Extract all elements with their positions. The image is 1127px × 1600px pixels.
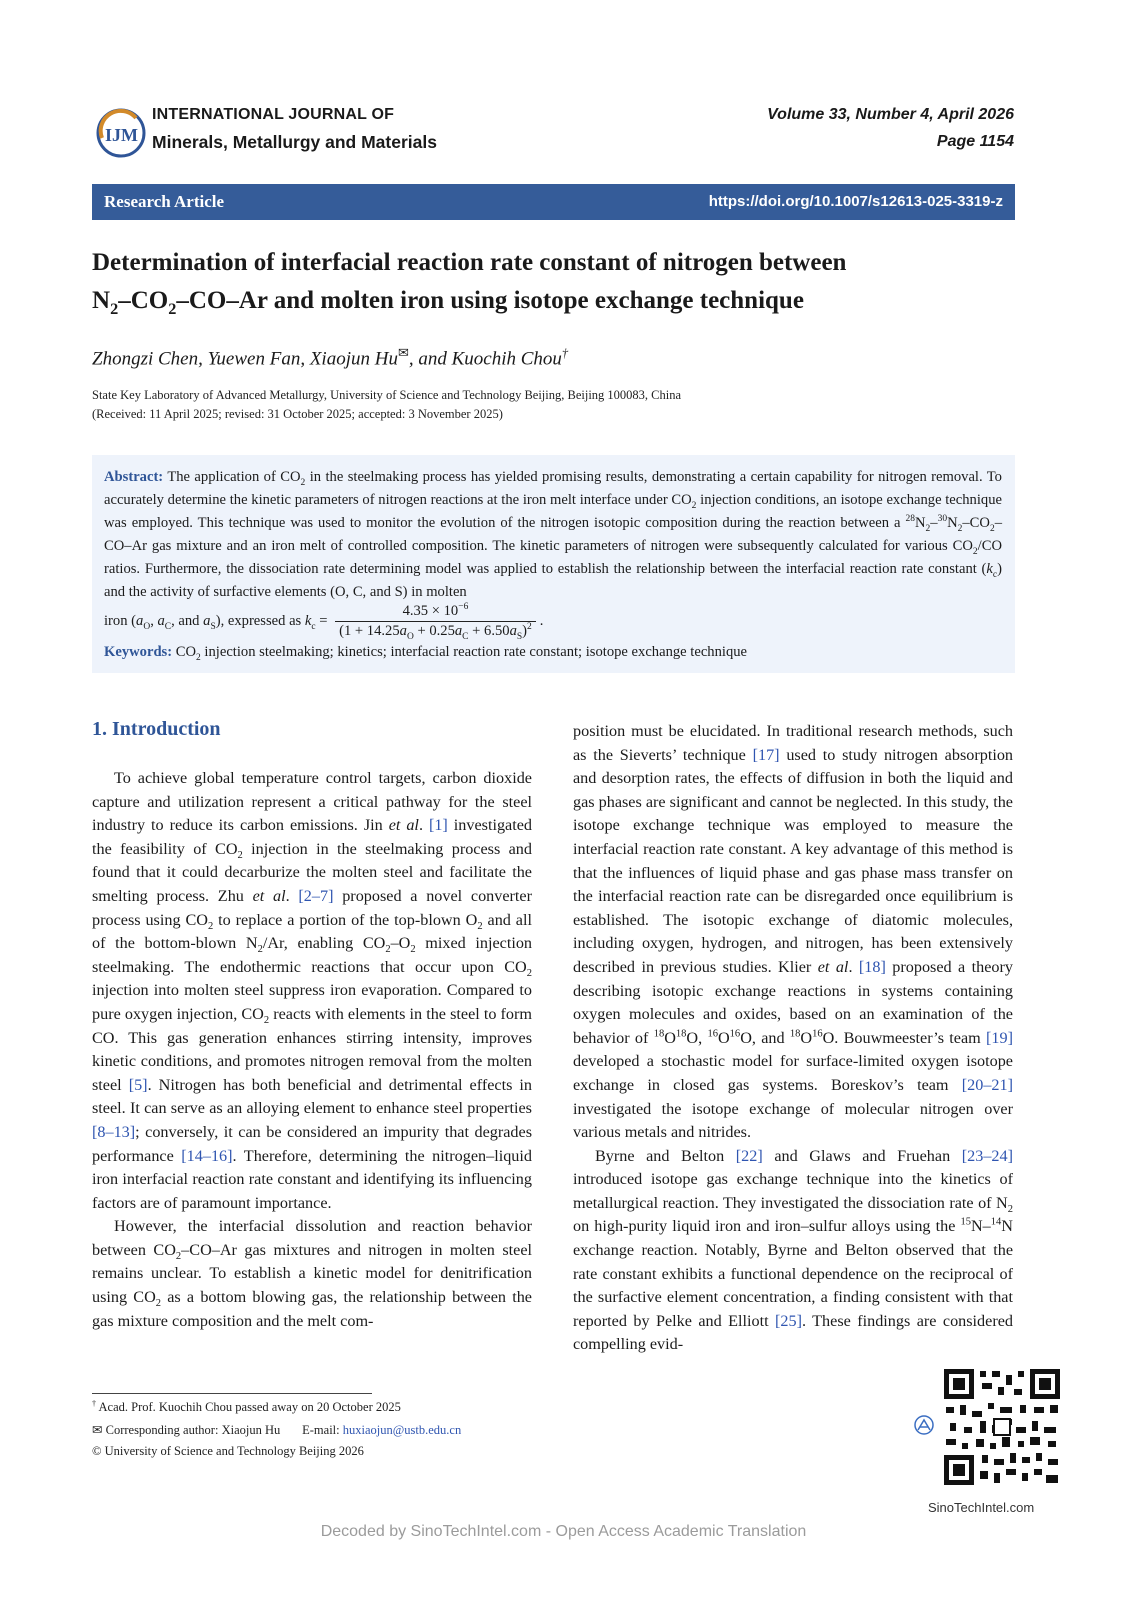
abstract-formula: iron ($a_O$, $a_C$, and $a_S$), expressed as $k_c$ = $\frac{4.35 \times 10^{-6}}{(1 + 14.25a_O + 0.25a_C + 6.50a_S)^2}$ . xyxy=(104,602,544,642)
rate-constant-fraction: $\frac{4.35 \times 10^{-6}}{(1 + 14.25a_O + 0.25a_C + 6.50a_S)^2}$ xyxy=(335,602,536,641)
author-email-link[interactable]: huxiaojun@ustb.edu.cn xyxy=(342,1423,462,1437)
body-column-right xyxy=(573,720,1013,1357)
journal-name-line2: Minerals, Metallurgy and Materials xyxy=(152,132,437,152)
qr-code-icon[interactable] xyxy=(942,1367,1062,1487)
article-banner xyxy=(92,184,1015,220)
translation-watermark: Decoded by SinoTechIntel.com - Open Access Academic Translation xyxy=(320,1523,807,1540)
affiliation-text: State Key Laboratory of Advanced Metallurgy, University of Science and Technology Beijing, Beijing 100083, China xyxy=(92,388,682,402)
abstract-box xyxy=(92,455,1015,673)
volume-info: Volume 33, Number 4, April 2026 xyxy=(767,106,1014,123)
paragraph: position must be elucidated. In traditional research methods, such as the Sieverts’ technique [17] used to study nitrogen absorption and desorption rates, the effects of diffusion in both the liquid and gas phases are significant and cannot be neglected. In this study, the isotope exchange technique was employed to measure the interfacial reaction rate constant. A key advantage of this method is that the influences of liquid phase and gas phase mass transfer on the interfacial reaction rate can be disregarded once equilibrium is established. The isotopic exchange of diatomic molecules, including oxygen, hydrogen, and nitrogen, has been extensively described in previous studies. Klier et al. [18] proposed a theory describing isotopic exchange reactions in systems containing oxygen molecules and oxides, based on an examination of the behavior of $^{18}O^{18}O$, $^{16}O^{16}O$, and $^{18}O^{16}O$. Bouwmeester’s team [19] developed a stochastic model for surface-limited oxygen isotope exchange in closed gas systems. Boreskov’s team [20–21] investigated the isotope exchange of molecular nitrogen over various metals and nitrides. xyxy=(573,722,1014,1142)
article-type: Research Article xyxy=(104,192,225,211)
paragraph: However, the interfacial dissolution and reaction behavior between $CO_2-CO-Ar$ gas mixtures and nitrogen in molten steel remains unclear. To establish a kinetic model for denitrification using $CO_2$ as a bottom blowing gas, the relationship between the gas mixture composition and the melt com- xyxy=(92,1217,533,1330)
abstract-text: Abstract: The application of $CO_2$ in the steelmaking process has yielded promising results, demonstrating a certain capability for nitrogen removal. To accurately determine the kinetic parameters of nitrogen reactions at the iron melt interface under $CO_2$ injection conditions, an isotope exchange technique was employed. This technique was used to monitor the evolution of the nitrogen isotopic composition during the reaction between a $^{28}N_2-^{30}N_2-CO_2-CO-Ar$ gas mixture and an iron melt of controlled composition. The kinetic parameters of nitrogen were subsequently calculated for various $CO_2/CO$ ratios. Furthermore, the dissociation rate determining model was applied to establish the relationship between the interfacial reaction rate constant $(k_c)$ and the activity of surfactive elements (O, C, and S) in molten xyxy=(104,469,1002,600)
abstract-label: Abstract: xyxy=(104,469,164,485)
envelope-icon: ✉ xyxy=(92,1423,103,1437)
paragraph: Byrne and Belton [22] and Glaws and Fruehan [23–24] introduced isotope gas exchange technique into the kinetics of metallurgical reaction. They investigated the dissociation rate of $N_2$ on high-purity liquid iron and iron–sulfur alloys using the $^{15}$N–$^{14}$N exchange reaction. Notably, Byrne and Belton observed that the rate constant exhibits a functional dependence on the reciprocal of the surfactive element concentration, a finding consistent with that reported by Pelke and Elliott [25]. These findings are considered compelling evid- xyxy=(573,1146,1013,1354)
keywords: Keywords: $CO_2$ injection steelmaking; kinetics; interfacial reaction rate constant; isotope exchange technique xyxy=(104,644,748,663)
section-heading-introduction: 1. Introduction xyxy=(92,718,221,740)
keywords-label: Keywords: xyxy=(104,644,173,660)
author-list: Zhongzi Chen, Yuewen Fan, Xiaojun Hu✉, and Kuochih Chou† xyxy=(92,345,569,370)
paragraph: To achieve global temperature control targets, carbon dioxide capture and utilization represent a critical pathway for the steel industry to reduce its carbon emissions. Jin et al. [1] investigated the feasibility of $CO_2$ injection in the steelmaking process and found that it could decarburize the molten steel and facilitate the smelting process. Zhu et al. [2–7] proposed a novel converter process using $CO_2$ to replace a portion of the top-blown $O_2$ and all of the bottom-blown $N_2/Ar$, enabling $CO_2-O_2$ mixed injection steelmaking. The endothermic reactions that occur upon $CO_2$ injection into molten steel suppress iron evaporation. Compared to pure oxygen injection, $CO_2$ reacts with elements in the steel to form CO. This gas generation enhances stirring intensity, improves kinetic conditions, and promotes nitrogen removal from the molten steel [5]. Nitrogen has both beneficial and detrimental effects in steel. It can serve as an alloying element to enhance steel properties [8–13]; conversely, it can be considered an impurity that degrades performance [14–16]. Therefore, determining the nitrogen–liquid iron interfacial reaction rate constant and identifying its influencing factors are of paramount importance. xyxy=(92,769,533,1212)
doi-link[interactable]: https://doi.org/10.1007/s12613-025-3319-z xyxy=(708,193,1003,210)
page-number: Page 1154 xyxy=(936,133,1014,150)
journal-logo xyxy=(96,108,146,158)
footnote-corresponding: ✉ Corresponding author: Xiaojun Hu E-mail: huxiaojun@ustb.edu.cn xyxy=(92,1423,462,1437)
footnote-copyright: © University of Science and Technology Beijing 2026 xyxy=(92,1444,364,1458)
article-title xyxy=(92,244,1032,320)
journal-name-line1: INTERNATIONAL JOURNAL OF xyxy=(152,106,395,123)
affiliation xyxy=(92,386,681,424)
title-line2: $N_2-CO_2-CO-Ar$ and molten iron using isotope exchange technique xyxy=(92,287,804,318)
site-label[interactable]: SinoTechIntel.com xyxy=(928,1500,1035,1515)
footnote-deceased: † Acad. Prof. Kuochih Chou passed away on 20 October 2025 xyxy=(92,1398,401,1414)
translate-icon[interactable] xyxy=(913,1414,935,1436)
body-column-left xyxy=(92,767,532,1333)
received-dates: (Received: 11 April 2025; revised: 31 October 2025; accepted: 3 November 2025) xyxy=(92,407,503,421)
title-line1: Determination of interfacial reaction rate constant of nitrogen between xyxy=(92,249,847,276)
svg-text:IJM: IJM xyxy=(105,125,138,145)
footnote-divider xyxy=(92,1393,372,1394)
